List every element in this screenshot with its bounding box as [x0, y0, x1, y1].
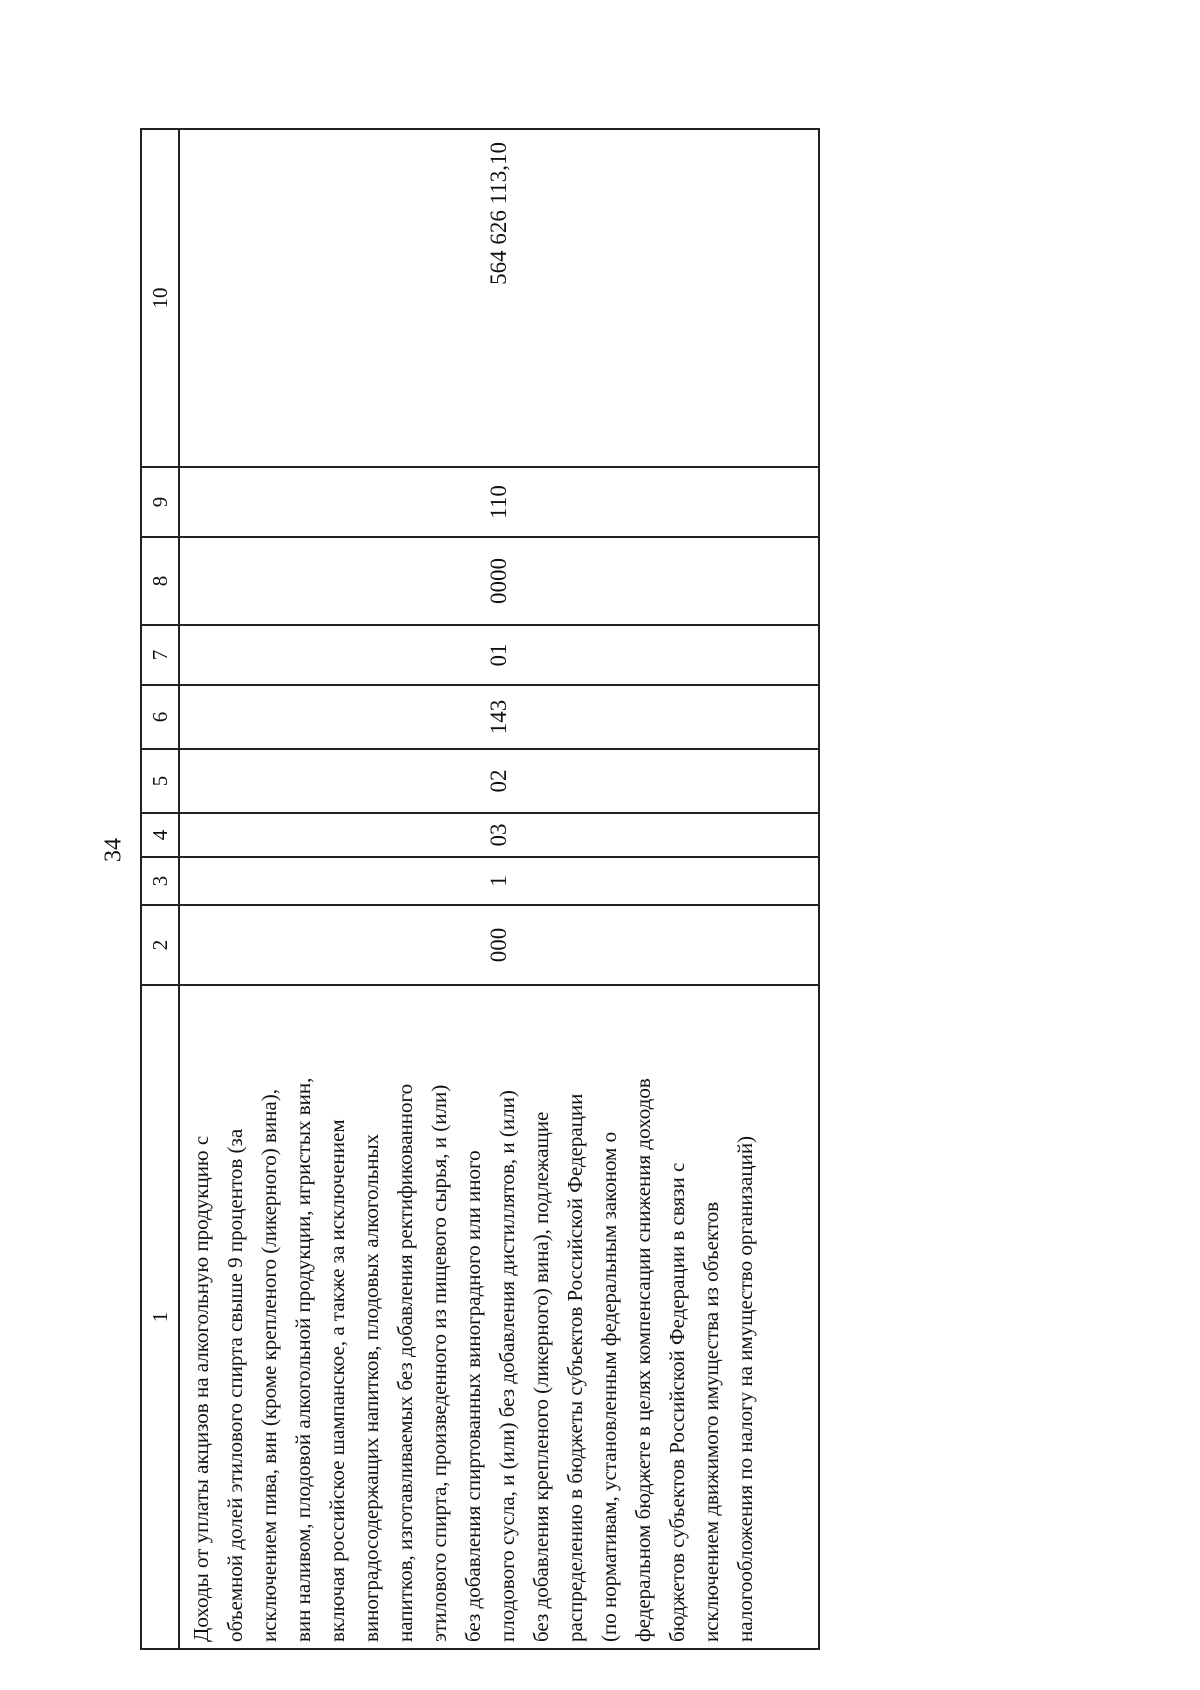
header-cell: 8: [141, 537, 179, 625]
description-line: исключением движимого имущества из объектов: [699, 1201, 723, 1642]
code-value: 01: [486, 643, 511, 667]
description-line: вин наливом, плодовой алкогольной продукции, игристых вин,: [291, 1077, 315, 1642]
header-cell: 6: [141, 685, 179, 749]
description-line: исключением пива, вин (кроме крепленого (ликерного) вина),: [257, 1089, 281, 1642]
description-line: этилового спирта, произведенного из пищевого сырья, и (или): [427, 1084, 451, 1642]
income-description-cell: [179, 985, 819, 1649]
code-value: 03: [486, 823, 511, 847]
code-value: 000: [486, 927, 511, 963]
code-value: 1: [486, 875, 511, 887]
code-cell-4: [179, 813, 819, 857]
description-line: плодового сусла, и (или) без добавления дистиллятов, и (или): [495, 1090, 519, 1642]
amount-value: 564 626 113,10: [486, 142, 511, 285]
description-line: включая российское шампанское, а также за исключением: [325, 1119, 349, 1642]
description-line: без добавления крепленого (ликерного) вина), подлежащие: [529, 1111, 553, 1642]
header-cell: 4: [141, 813, 179, 857]
description-line: напитков, изготавливаемых без добавления ректификованного: [393, 1083, 417, 1642]
header-cell: 7: [141, 625, 179, 685]
code-value: 110: [486, 485, 511, 519]
code-value: 0000: [486, 558, 511, 604]
code-cell-6: [179, 685, 819, 749]
table-header-row: [141, 129, 179, 1649]
description-line: виноградосодержащих напитков, плодовых алкогольных: [359, 1133, 383, 1642]
description-line: налогообложения по налогу на имущество организаций): [733, 1135, 757, 1642]
header-cell: 1: [141, 985, 179, 1649]
description-line: без добавления спиртованных виноградного или иного: [461, 1150, 485, 1642]
header-cell: 10: [141, 129, 179, 467]
code-cell-2: [179, 905, 819, 985]
description-line: бюджетов субъектов Российской Федерации в связи с: [665, 1162, 689, 1642]
code-cell-7: [179, 625, 819, 685]
code-cell-5: [179, 749, 819, 813]
code-value: 02: [486, 769, 511, 793]
amount-cell: [179, 129, 819, 467]
description-line: Доходы от уплаты акцизов на алкогольную продукцию с: [189, 1135, 213, 1642]
description-line: федеральном бюджете в целях компенсации снижения доходов: [631, 1078, 655, 1642]
header-cell: 5: [141, 749, 179, 813]
code-cell-8: [179, 537, 819, 625]
header-cell: 9: [141, 467, 179, 537]
description-line: (по нормативам, установленным федеральным законом о: [597, 1131, 621, 1642]
description-line: объемной долей этилового спирта свыше 9 процентов (за: [223, 1128, 247, 1642]
budget-table: [140, 128, 820, 1650]
code-value: 143: [486, 699, 511, 735]
table-row: [179, 129, 819, 1649]
page-number: 34: [100, 838, 127, 862]
header-cell: 3: [141, 857, 179, 905]
description-line: распределению в бюджеты субъектов Российской Федерации: [563, 1093, 587, 1642]
code-cell-3: [179, 857, 819, 905]
budget-table-rotated: [140, 130, 820, 1650]
code-cell-9: [179, 467, 819, 537]
header-cell: 2: [141, 905, 179, 985]
